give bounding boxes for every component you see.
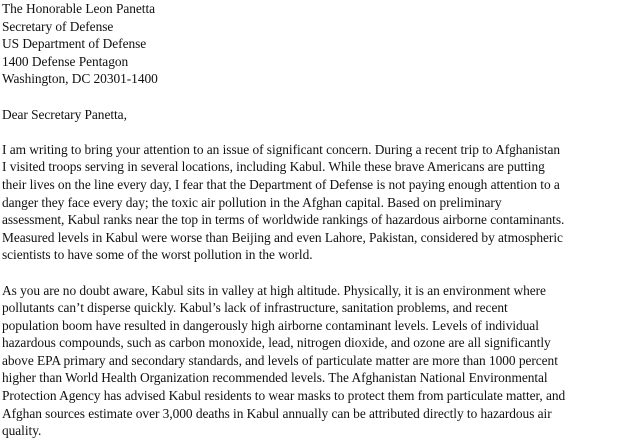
paragraph-line: danger they face every day; the toxic air pollution in the Afghan capital. Based on preliminary (2, 194, 502, 210)
paragraph-line: pollutants can’t disperse quickly. Kabul’s lack of infrastructure, sanitation problems, and recent (2, 300, 508, 316)
recipient-address-block (2, 0, 622, 88)
recipient-street: 1400 Defense Pentagon (2, 53, 129, 69)
paragraph-line: scientists to have some of the worst pollution in the world. (2, 247, 313, 263)
paragraph-line: As you are no doubt aware, Kabul sits in valley at high altitude. Physically, it is an environment where (2, 282, 546, 298)
paragraph-line: higher than World Health Organization recommended levels. The Afghanistan National Environmental (2, 370, 548, 386)
salutation: Dear Secretary Panetta, (2, 106, 127, 122)
body-paragraph-1 (2, 141, 622, 264)
paragraph-line: I visited troops serving in several locations, including Kabul. While these brave Americans are putting (2, 159, 545, 175)
spacer (2, 264, 622, 282)
body-paragraph-2 (2, 282, 622, 440)
spacer (2, 88, 622, 106)
recipient-city: Washington, DC 20301-1400 (2, 71, 158, 87)
paragraph-line: Protection Agency has advised Kabul residents to wear masks to protect them from particulate matter, and (2, 388, 566, 404)
paragraph-line: I am writing to bring your attention to an issue of significant concern. During a recent trip to Afghanistan (2, 141, 560, 157)
paragraph-line: quality. (2, 423, 42, 439)
recipient-title: Secretary of Defense (2, 18, 114, 34)
paragraph-line: Afghan sources estimate over 3,000 deaths in Kabul annually can be attributed directly to hazardous air (2, 405, 552, 421)
paragraph-line: hazardous compounds, such as carbon monoxide, lead, nitrogen dioxide, and ozone are all significantly (2, 335, 551, 351)
recipient-name: The Honorable Leon Panetta (2, 1, 156, 16)
paragraph-line: population boom have resulted in dangerously high airborne contaminant levels. Levels of individual (2, 317, 539, 333)
paragraph-line: assessment, Kabul ranks near the top in terms of worldwide rankings of hazardous airborne contaminants. (2, 212, 565, 228)
recipient-organization: US Department of Defense (2, 36, 147, 52)
spacer (2, 123, 622, 141)
paragraph-line: Measured levels in Kabul were worse than Beijing and even Lahore, Pakistan, considered by atmospheric (2, 229, 563, 245)
paragraph-line: their lives on the line every day, I fear that the Department of Defense is not paying enough attention to a (2, 176, 560, 192)
letter-page (2, 0, 622, 440)
paragraph-line: above EPA primary and secondary standards, and levels of particulate matter are more than 1000 percent (2, 352, 558, 368)
